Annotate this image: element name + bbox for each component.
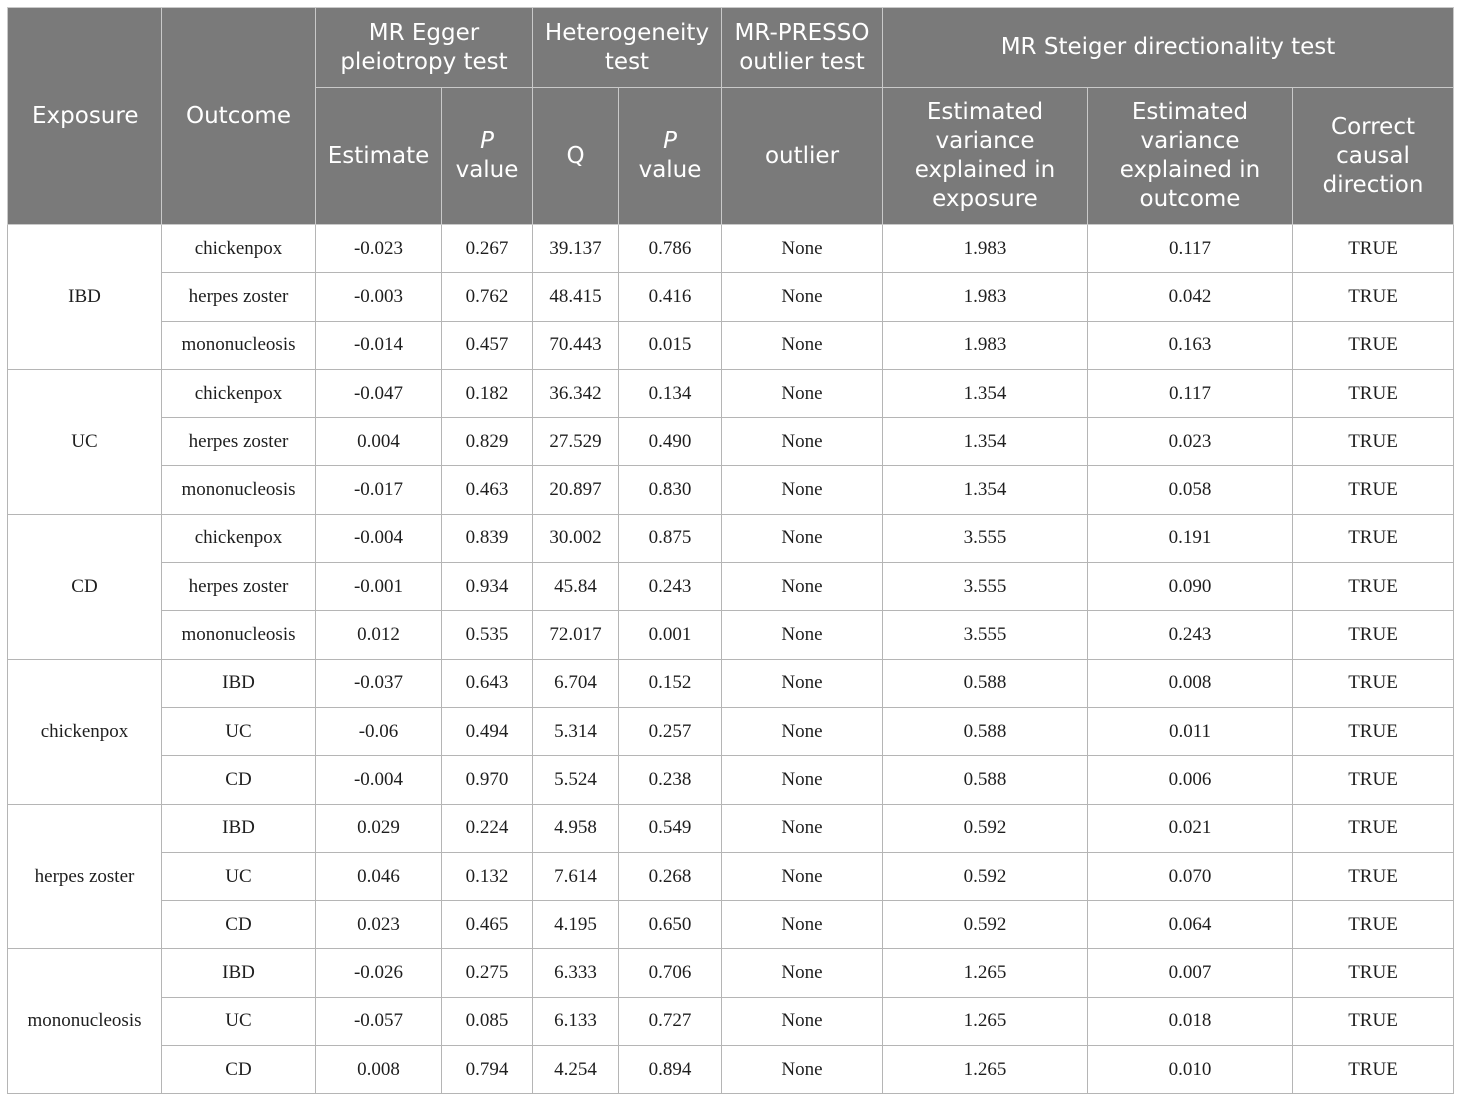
cell-q: 4.195 [533, 901, 619, 949]
cell-outcome: IBD [162, 804, 316, 852]
table-body [8, 225, 1454, 1094]
col-header-hetero-p [619, 88, 722, 225]
cell-direction: TRUE [1293, 321, 1454, 369]
cell-egger-p: 0.794 [442, 1046, 533, 1094]
cell-var-outcome: 0.011 [1088, 707, 1293, 755]
cell-var-exposure: 1.265 [883, 1046, 1088, 1094]
cell-exposure: IBD [8, 225, 162, 370]
cell-var-outcome: 0.007 [1088, 949, 1293, 997]
group-header-steiger: MR Steiger directionality test [883, 8, 1454, 88]
cell-var-exposure: 1.354 [883, 369, 1088, 417]
cell-hetero-p: 0.875 [619, 514, 722, 562]
cell-var-outcome: 0.008 [1088, 659, 1293, 707]
cell-estimate: -0.06 [316, 707, 442, 755]
cell-outcome: chickenpox [162, 369, 316, 417]
cell-var-outcome: 0.090 [1088, 563, 1293, 611]
col-header-var-exposure: Estimated variance explained in exposure [883, 88, 1088, 225]
cell-var-outcome: 0.021 [1088, 804, 1293, 852]
cell-outcome: UC [162, 707, 316, 755]
cell-q: 36.342 [533, 369, 619, 417]
cell-direction: TRUE [1293, 804, 1454, 852]
cell-outlier: None [722, 369, 883, 417]
cell-outlier: None [722, 901, 883, 949]
cell-q: 6.333 [533, 949, 619, 997]
col-header-outcome: Outcome [162, 8, 316, 225]
cell-var-exposure: 0.588 [883, 756, 1088, 804]
cell-var-outcome: 0.042 [1088, 273, 1293, 321]
col-header-direction: Correct causal direction [1293, 88, 1454, 225]
cell-direction: TRUE [1293, 418, 1454, 466]
cell-q: 7.614 [533, 852, 619, 900]
cell-estimate: -0.003 [316, 273, 442, 321]
cell-outlier: None [722, 273, 883, 321]
cell-q: 5.314 [533, 707, 619, 755]
table-row [8, 321, 1454, 369]
cell-outlier: None [722, 949, 883, 997]
cell-egger-p: 0.643 [442, 659, 533, 707]
cell-egger-p: 0.535 [442, 611, 533, 659]
cell-q: 5.524 [533, 756, 619, 804]
cell-var-exposure: 1.983 [883, 225, 1088, 273]
cell-outcome: CD [162, 901, 316, 949]
table-row [8, 369, 1454, 417]
cell-outlier: None [722, 611, 883, 659]
cell-var-outcome: 0.006 [1088, 756, 1293, 804]
cell-q: 4.958 [533, 804, 619, 852]
cell-var-exposure: 3.555 [883, 514, 1088, 562]
cell-outlier: None [722, 756, 883, 804]
cell-direction: TRUE [1293, 1046, 1454, 1094]
table-row [8, 707, 1454, 755]
cell-direction: TRUE [1293, 949, 1454, 997]
cell-direction: TRUE [1293, 659, 1454, 707]
cell-estimate: -0.004 [316, 514, 442, 562]
cell-hetero-p: 0.549 [619, 804, 722, 852]
table-header [8, 8, 1454, 225]
cell-var-exposure: 1.354 [883, 418, 1088, 466]
cell-var-exposure: 0.588 [883, 707, 1088, 755]
col-header-outlier: outlier [722, 88, 883, 225]
cell-var-exposure: 0.592 [883, 804, 1088, 852]
cell-outcome: herpes zoster [162, 273, 316, 321]
cell-direction: TRUE [1293, 611, 1454, 659]
cell-estimate: 0.012 [316, 611, 442, 659]
cell-q: 72.017 [533, 611, 619, 659]
cell-hetero-p: 0.238 [619, 756, 722, 804]
p-value-word: value [638, 157, 702, 183]
cell-outcome: IBD [162, 949, 316, 997]
cell-var-outcome: 0.070 [1088, 852, 1293, 900]
table-row [8, 804, 1454, 852]
cell-direction: TRUE [1293, 901, 1454, 949]
col-header-q: Q [533, 88, 619, 225]
cell-q: 30.002 [533, 514, 619, 562]
cell-exposure: mononucleosis [8, 949, 162, 1094]
cell-outcome: UC [162, 997, 316, 1045]
table-row [8, 611, 1454, 659]
cell-hetero-p: 0.830 [619, 466, 722, 514]
cell-q: 4.254 [533, 1046, 619, 1094]
cell-var-outcome: 0.117 [1088, 225, 1293, 273]
cell-outlier: None [722, 852, 883, 900]
cell-estimate: -0.026 [316, 949, 442, 997]
cell-exposure: CD [8, 514, 162, 659]
cell-var-exposure: 1.983 [883, 273, 1088, 321]
table-row [8, 514, 1454, 562]
cell-hetero-p: 0.727 [619, 997, 722, 1045]
cell-estimate: 0.029 [316, 804, 442, 852]
cell-outlier: None [722, 1046, 883, 1094]
cell-estimate: -0.017 [316, 466, 442, 514]
cell-direction: TRUE [1293, 369, 1454, 417]
table-row [8, 949, 1454, 997]
table-row [8, 1046, 1454, 1094]
cell-hetero-p: 0.001 [619, 611, 722, 659]
p-letter: P [663, 128, 677, 154]
table-row [8, 466, 1454, 514]
cell-var-exposure: 1.265 [883, 949, 1088, 997]
cell-exposure: UC [8, 369, 162, 514]
table-row [8, 563, 1454, 611]
group-header-heterogeneity: Heterogeneity test [533, 8, 722, 88]
cell-outlier: None [722, 707, 883, 755]
cell-estimate: 0.004 [316, 418, 442, 466]
cell-exposure: herpes zoster [8, 804, 162, 949]
cell-outlier: None [722, 514, 883, 562]
cell-outcome: mononucleosis [162, 466, 316, 514]
table-row [8, 997, 1454, 1045]
cell-direction: TRUE [1293, 756, 1454, 804]
cell-egger-p: 0.275 [442, 949, 533, 997]
cell-direction: TRUE [1293, 466, 1454, 514]
group-header-presso: MR-PRESSO outlier test [722, 8, 883, 88]
cell-outlier: None [722, 466, 883, 514]
cell-hetero-p: 0.134 [619, 369, 722, 417]
table-row [8, 273, 1454, 321]
cell-estimate: -0.001 [316, 563, 442, 611]
cell-var-outcome: 0.163 [1088, 321, 1293, 369]
cell-outlier: None [722, 418, 883, 466]
cell-egger-p: 0.934 [442, 563, 533, 611]
col-header-var-outcome: Estimated variance explained in outcome [1088, 88, 1293, 225]
p-value-word: value [455, 157, 519, 183]
cell-q: 6.704 [533, 659, 619, 707]
cell-egger-p: 0.970 [442, 756, 533, 804]
cell-estimate: 0.046 [316, 852, 442, 900]
cell-estimate: 0.023 [316, 901, 442, 949]
cell-var-outcome: 0.243 [1088, 611, 1293, 659]
table-row [8, 659, 1454, 707]
cell-q: 39.137 [533, 225, 619, 273]
cell-var-outcome: 0.191 [1088, 514, 1293, 562]
cell-estimate: -0.014 [316, 321, 442, 369]
cell-hetero-p: 0.706 [619, 949, 722, 997]
cell-estimate: -0.037 [316, 659, 442, 707]
cell-outlier: None [722, 804, 883, 852]
cell-egger-p: 0.457 [442, 321, 533, 369]
cell-direction: TRUE [1293, 273, 1454, 321]
cell-hetero-p: 0.015 [619, 321, 722, 369]
cell-q: 48.415 [533, 273, 619, 321]
cell-outlier: None [722, 225, 883, 273]
cell-var-exposure: 0.588 [883, 659, 1088, 707]
cell-outlier: None [722, 563, 883, 611]
col-header-egger-p [442, 88, 533, 225]
cell-outcome: chickenpox [162, 225, 316, 273]
cell-estimate: -0.004 [316, 756, 442, 804]
cell-egger-p: 0.463 [442, 466, 533, 514]
cell-var-outcome: 0.010 [1088, 1046, 1293, 1094]
cell-direction: TRUE [1293, 514, 1454, 562]
table-row [8, 756, 1454, 804]
group-header-egger: MR Egger pleiotropy test [316, 8, 533, 88]
mr-results-table [7, 7, 1454, 1094]
cell-egger-p: 0.839 [442, 514, 533, 562]
cell-egger-p: 0.132 [442, 852, 533, 900]
table-row [8, 852, 1454, 900]
cell-hetero-p: 0.490 [619, 418, 722, 466]
cell-outcome: CD [162, 1046, 316, 1094]
col-header-exposure: Exposure [8, 8, 162, 225]
cell-egger-p: 0.182 [442, 369, 533, 417]
cell-direction: TRUE [1293, 563, 1454, 611]
cell-estimate: -0.023 [316, 225, 442, 273]
cell-var-exposure: 3.555 [883, 563, 1088, 611]
cell-var-exposure: 1.983 [883, 321, 1088, 369]
cell-estimate: 0.008 [316, 1046, 442, 1094]
cell-egger-p: 0.465 [442, 901, 533, 949]
cell-outcome: mononucleosis [162, 321, 316, 369]
cell-q: 70.443 [533, 321, 619, 369]
table-row [8, 418, 1454, 466]
cell-hetero-p: 0.786 [619, 225, 722, 273]
cell-outcome: UC [162, 852, 316, 900]
cell-var-outcome: 0.018 [1088, 997, 1293, 1045]
cell-var-outcome: 0.023 [1088, 418, 1293, 466]
cell-egger-p: 0.267 [442, 225, 533, 273]
cell-outcome: mononucleosis [162, 611, 316, 659]
cell-outcome: herpes zoster [162, 563, 316, 611]
cell-egger-p: 0.224 [442, 804, 533, 852]
cell-hetero-p: 0.152 [619, 659, 722, 707]
cell-var-exposure: 3.555 [883, 611, 1088, 659]
cell-outlier: None [722, 321, 883, 369]
cell-outcome: IBD [162, 659, 316, 707]
cell-outcome: herpes zoster [162, 418, 316, 466]
cell-outlier: None [722, 997, 883, 1045]
cell-q: 6.133 [533, 997, 619, 1045]
cell-egger-p: 0.085 [442, 997, 533, 1045]
cell-egger-p: 0.762 [442, 273, 533, 321]
cell-egger-p: 0.494 [442, 707, 533, 755]
cell-q: 20.897 [533, 466, 619, 514]
cell-hetero-p: 0.268 [619, 852, 722, 900]
cell-hetero-p: 0.257 [619, 707, 722, 755]
cell-hetero-p: 0.650 [619, 901, 722, 949]
table-row [8, 901, 1454, 949]
cell-var-outcome: 0.064 [1088, 901, 1293, 949]
cell-estimate: -0.047 [316, 369, 442, 417]
cell-direction: TRUE [1293, 997, 1454, 1045]
cell-q: 45.84 [533, 563, 619, 611]
cell-egger-p: 0.829 [442, 418, 533, 466]
cell-var-exposure: 1.354 [883, 466, 1088, 514]
col-header-estimate: Estimate [316, 88, 442, 225]
cell-hetero-p: 0.243 [619, 563, 722, 611]
cell-q: 27.529 [533, 418, 619, 466]
cell-direction: TRUE [1293, 225, 1454, 273]
cell-var-outcome: 0.117 [1088, 369, 1293, 417]
cell-hetero-p: 0.416 [619, 273, 722, 321]
cell-exposure: chickenpox [8, 659, 162, 804]
table-row [8, 225, 1454, 273]
cell-outcome: chickenpox [162, 514, 316, 562]
cell-estimate: -0.057 [316, 997, 442, 1045]
cell-direction: TRUE [1293, 852, 1454, 900]
cell-var-exposure: 0.592 [883, 852, 1088, 900]
cell-direction: TRUE [1293, 707, 1454, 755]
p-letter: P [480, 128, 494, 154]
cell-hetero-p: 0.894 [619, 1046, 722, 1094]
cell-outcome: CD [162, 756, 316, 804]
cell-outlier: None [722, 659, 883, 707]
cell-var-outcome: 0.058 [1088, 466, 1293, 514]
cell-var-exposure: 1.265 [883, 997, 1088, 1045]
cell-var-exposure: 0.592 [883, 901, 1088, 949]
